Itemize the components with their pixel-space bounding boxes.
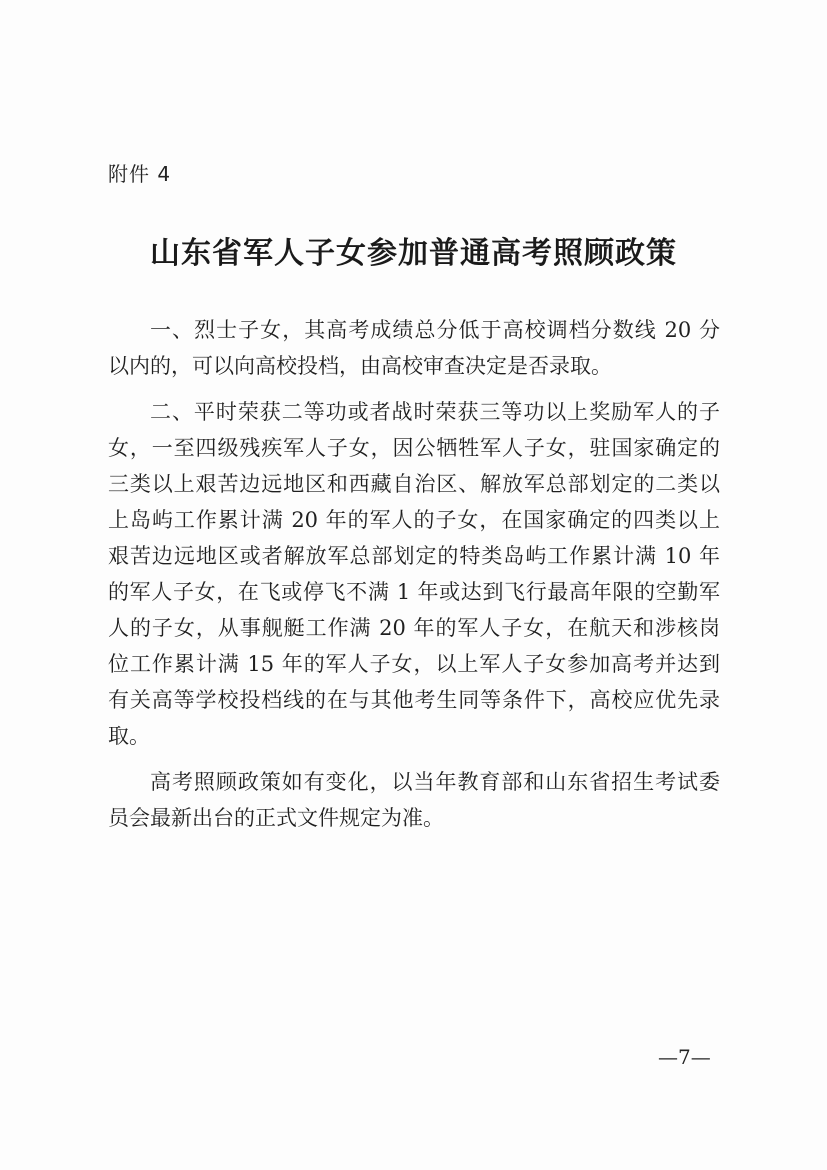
paragraph-2 [108, 394, 720, 754]
document-body [108, 312, 720, 836]
paragraph-1 [108, 312, 720, 384]
paragraph-line: 的军人子女，在飞或停飞不满 1 年或达到飞行最高年限的空勤军 [108, 580, 720, 604]
paragraph-line: 以内的，可以向高校投档，由高校审查决定是否录取。 [108, 354, 612, 378]
page-number: —7— [658, 1045, 711, 1069]
attachment-label: 附件 4 [108, 162, 172, 186]
paragraph-line: 女，一至四级残疾军人子女，因公牺牲军人子女，驻国家确定的 [108, 436, 720, 460]
paragraph-line: 高考照顾政策如有变化，以当年教育部和山东省招生考试委 [150, 770, 720, 794]
paragraph-line: 上岛屿工作累计满 20 年的军人的子女，在国家确定的四类以上 [108, 508, 720, 532]
paragraph-line: 位工作累计满 15 年的军人子女，以上军人子女参加高考并达到 [108, 652, 720, 676]
paragraph-line: 员会最新出台的正式文件规定为准。 [108, 806, 444, 830]
paragraph-line: 一、烈士子女，其高考成绩总分低于高校调档分数线 20 分 [150, 318, 720, 342]
paragraph-line: 艰苦边远地区或者解放军总部划定的特类岛屿工作累计满 10 年 [108, 544, 720, 568]
paragraph-line: 取。 [108, 724, 150, 748]
paragraph-line: 有关高等学校投档线的在与其他考生同等条件下，高校应优先录 [108, 688, 720, 712]
document-title: 山东省军人子女参加普通高考照顾政策 [150, 236, 677, 271]
paragraph-3 [108, 764, 720, 836]
paragraph-line: 三类以上艰苦边远地区和西藏自治区、解放军总部划定的二类以 [108, 472, 720, 496]
paragraph-line: 人的子女，从事舰艇工作满 20 年的军人子女，在航天和涉核岗 [108, 616, 720, 640]
paragraph-line: 二、平时荣获二等功或者战时荣获三等功以上奖励军人的子 [150, 400, 720, 424]
